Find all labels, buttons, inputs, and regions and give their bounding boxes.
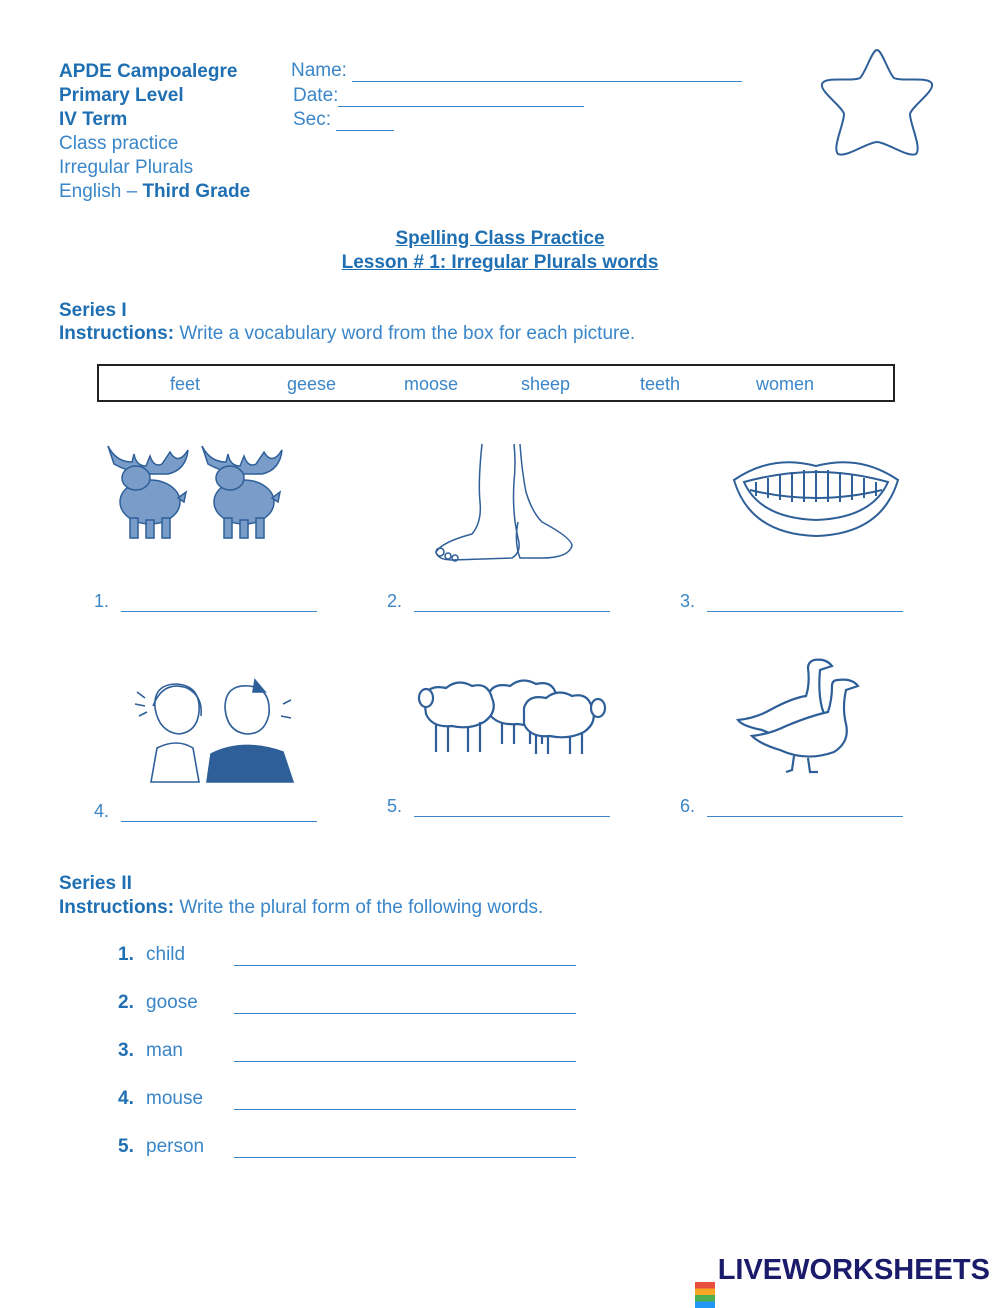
answer-line[interactable] — [234, 1043, 576, 1062]
instructions-label: Instructions: — [59, 897, 175, 918]
logo-badge-icon — [695, 1282, 715, 1308]
name-label: Name: — [291, 60, 347, 81]
page-title: Spelling Class Practice — [395, 228, 605, 249]
geese-picture — [736, 656, 862, 776]
school-name: APDE Campoalegre — [59, 61, 238, 82]
item-number: 5. — [118, 1136, 134, 1157]
word-teeth: teeth — [640, 374, 681, 394]
instructions-text: Write the plural form of the following words. — [174, 897, 544, 918]
word-sheep: sheep — [521, 374, 571, 394]
name-line[interactable] — [352, 63, 742, 82]
teeth-picture — [732, 458, 900, 540]
school-info — [59, 60, 250, 204]
answer-3[interactable] — [680, 591, 903, 612]
item-number: 4. — [118, 1088, 134, 1109]
series-1-instructions — [59, 323, 635, 345]
activity-type: Class practice — [59, 133, 179, 154]
logo-text: LIVEWORKSHEETS — [717, 1254, 990, 1286]
moose-picture — [106, 440, 286, 544]
item-word: person — [146, 1136, 205, 1157]
plural-item-1[interactable] — [118, 944, 576, 966]
lesson-title: Lesson # 1: Irregular Plurals words — [341, 252, 659, 273]
feet-picture — [432, 442, 580, 566]
liveworksheets-logo — [695, 1254, 990, 1308]
moose-figure — [108, 446, 188, 538]
answer-number: 2. — [387, 591, 403, 611]
answer-line[interactable] — [414, 593, 610, 612]
plural-item-5[interactable] — [118, 1136, 576, 1158]
plural-item-4[interactable] — [118, 1088, 576, 1110]
word-feet: feet — [170, 374, 201, 394]
star-icon — [818, 46, 936, 158]
plural-item-3[interactable] — [118, 1040, 576, 1062]
answer-number: 5. — [387, 796, 403, 816]
word-moose: moose — [404, 374, 459, 394]
item-word: mouse — [146, 1088, 204, 1109]
answer-6[interactable] — [680, 796, 903, 817]
sheep-picture — [418, 672, 608, 756]
series-1-title: Series I — [59, 300, 127, 321]
sec-label: Sec: — [293, 109, 332, 130]
item-word: man — [146, 1040, 183, 1061]
answer-line[interactable] — [121, 593, 317, 612]
grade: Third Grade — [142, 181, 251, 202]
school-level: Primary Level — [59, 85, 184, 106]
date-label: Date: — [293, 85, 339, 106]
plural-item-2[interactable] — [118, 992, 576, 1014]
answer-number: 1. — [94, 591, 110, 611]
answer-number: 6. — [680, 796, 696, 816]
answer-line[interactable] — [234, 995, 576, 1014]
item-word: child — [146, 944, 186, 965]
answer-line[interactable] — [234, 1139, 576, 1158]
instructions-label: Instructions: — [59, 323, 175, 344]
answer-2[interactable] — [387, 591, 610, 612]
answer-line[interactable] — [414, 798, 610, 817]
answer-line[interactable] — [234, 947, 576, 966]
series-2-instructions — [59, 897, 543, 919]
date-field[interactable] — [293, 85, 584, 107]
answer-line[interactable] — [121, 803, 317, 822]
sec-field[interactable] — [293, 109, 394, 131]
answer-1[interactable] — [94, 591, 317, 612]
school-term: IV Term — [59, 109, 128, 130]
answer-4[interactable] — [94, 801, 317, 822]
instructions-text: Write a vocabulary word from the box for each picture. — [174, 323, 636, 344]
answer-line[interactable] — [234, 1091, 576, 1110]
word-box — [97, 364, 895, 402]
topic: Irregular Plurals — [59, 157, 194, 178]
moose-figure — [202, 446, 282, 538]
item-number: 1. — [118, 944, 134, 965]
subject: English – — [59, 181, 143, 202]
date-line[interactable] — [338, 88, 584, 107]
item-number: 2. — [118, 992, 134, 1013]
item-number: 3. — [118, 1040, 134, 1061]
word-geese: geese — [287, 374, 337, 394]
name-field[interactable] — [291, 60, 742, 82]
answer-5[interactable] — [387, 796, 610, 817]
answer-number: 3. — [680, 591, 696, 611]
series-2-title: Series II — [59, 873, 132, 894]
word-women: women — [756, 374, 815, 394]
answer-line[interactable] — [707, 798, 903, 817]
women-picture — [133, 678, 295, 782]
answer-number: 4. — [94, 801, 110, 821]
answer-line[interactable] — [707, 593, 903, 612]
sec-line[interactable] — [336, 112, 394, 131]
item-word: goose — [146, 992, 198, 1013]
